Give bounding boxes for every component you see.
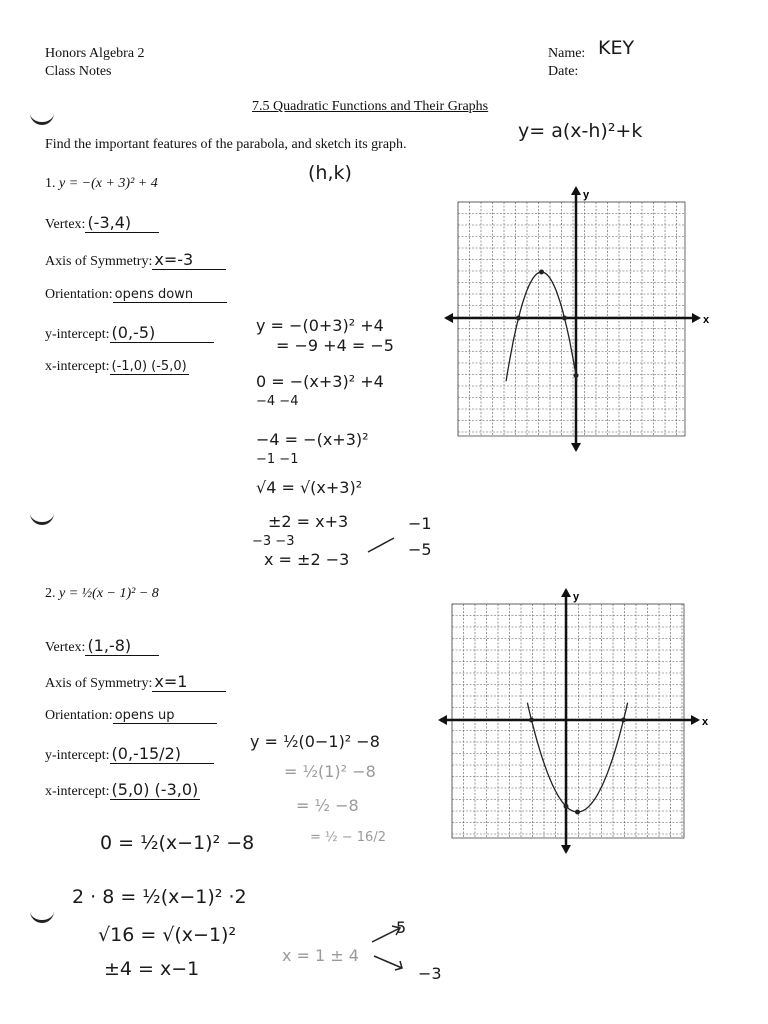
- x-axis-arrow: [692, 313, 701, 323]
- y-intercept-label: y-intercept:: [45, 327, 110, 342]
- work-line: x = 1 ± 4: [282, 946, 359, 965]
- plotted-point: [562, 316, 567, 321]
- x-axis-label: x: [703, 314, 710, 326]
- work-arrows: [368, 922, 408, 974]
- work-line: −1 −1: [256, 452, 299, 467]
- orientation-label: Orientation:: [45, 287, 113, 302]
- vertex-label: Vertex:: [45, 217, 86, 232]
- plotted-point: [564, 804, 569, 809]
- orientation-label: Orientation:: [45, 708, 113, 723]
- y-axis-label: y: [583, 189, 590, 201]
- work-line: 0 = −(x+3)² +4: [256, 372, 384, 391]
- plotted-point: [574, 373, 579, 378]
- page-title: 7.5 Quadratic Functions and Their Graphs: [252, 99, 489, 114]
- name-value: KEY: [598, 37, 635, 59]
- axis-label: Axis of Symmetry:: [45, 254, 153, 269]
- work-line: 0 = ½(x−1)² −8: [100, 832, 255, 854]
- plotted-point: [529, 718, 534, 723]
- equation: y = −(x + 3)² + 4: [59, 176, 158, 191]
- y-axis-arrow: [571, 186, 581, 195]
- vertex-row: [45, 213, 159, 233]
- vertex-answer: (1,-8): [85, 636, 159, 656]
- equation: y = ½(x − 1)² − 8: [59, 586, 159, 601]
- work-slash: [366, 536, 396, 554]
- orientation-answer: opens down: [113, 287, 227, 303]
- y-axis-arrow: [561, 588, 571, 597]
- work-line: = ½ − 16/2: [310, 830, 386, 845]
- hk-note: (h,k): [308, 162, 352, 184]
- problem-1-equation: [45, 176, 158, 192]
- punch-hole-mark: [30, 910, 54, 923]
- plotted-point: [575, 810, 580, 815]
- orientation-row: [45, 287, 227, 303]
- work-line: −5: [408, 540, 432, 559]
- work-line: √4 = √(x+3)²: [256, 478, 363, 497]
- plotted-point: [621, 718, 626, 723]
- work-line: 2 · 8 = ½(x−1)² ·2: [72, 886, 247, 908]
- x-intercept-row: [45, 359, 189, 375]
- vertex-label: Vertex:: [45, 640, 86, 655]
- y-intercept-answer: (0,-5): [110, 323, 214, 343]
- orientation-answer: opens up: [113, 708, 217, 724]
- work-line: = ½(1)² −8: [284, 762, 376, 781]
- vertex-row: [45, 636, 159, 656]
- work-line: −3 −3: [252, 534, 295, 549]
- y-intercept-label: y-intercept:: [45, 748, 110, 763]
- y-axis-arrow: [561, 845, 571, 854]
- work-line: x = ±2 −3: [264, 550, 350, 569]
- work-line: −3: [418, 964, 442, 983]
- y-intercept-answer: (0,-15/2): [110, 744, 214, 764]
- instructions: Find the important features of the parabola, and sketch its graph.: [45, 137, 407, 152]
- orientation-row: [45, 708, 217, 724]
- punch-hole-mark: [30, 512, 54, 525]
- parabola-curve: [506, 272, 577, 381]
- y-axis-label: y: [573, 591, 580, 603]
- work-line: = ½ −8: [296, 796, 359, 815]
- work-line: −4 −4: [256, 394, 299, 409]
- problem-2-equation: [45, 586, 159, 602]
- coordinate-graph-1: [440, 180, 710, 465]
- problem-number: 2.: [45, 586, 56, 601]
- x-intercept-row: [45, 780, 200, 800]
- x-intercept-label: x-intercept:: [45, 359, 110, 374]
- y-intercept-row: [45, 744, 214, 764]
- work-line: y = −(0+3)² +4: [256, 316, 384, 335]
- axis-label: Axis of Symmetry:: [45, 676, 153, 691]
- vertex-form-note: y= a(x-h)²+k: [518, 120, 643, 142]
- work-line: ±2 = x+3: [268, 512, 349, 531]
- course-name: Honors Algebra 2: [45, 46, 145, 61]
- axis-row: [45, 250, 226, 270]
- plotted-point: [516, 316, 521, 321]
- work-line: √16 = √(x−1)²: [98, 924, 237, 946]
- x-axis-arrow: [444, 313, 453, 323]
- doc-type: Class Notes: [45, 64, 112, 79]
- axis-answer: x=1: [152, 672, 226, 692]
- y-axis-arrow: [571, 443, 581, 452]
- x-axis-label: x: [702, 716, 709, 728]
- work-line: −4 = −(x+3)²: [256, 430, 369, 449]
- x-intercept-label: x-intercept:: [45, 784, 110, 799]
- x-axis-arrow: [438, 715, 447, 725]
- vertex-answer: (-3,4): [85, 213, 159, 233]
- work-line: y = ½(0−1)² −8: [250, 732, 380, 751]
- coordinate-graph-2: [432, 580, 709, 865]
- axis-answer: x=-3: [152, 250, 226, 270]
- y-intercept-row: [45, 323, 214, 343]
- work-line: 5: [396, 918, 407, 937]
- problem-number: 1.: [45, 176, 56, 191]
- x-intercept-answer: (5,0) (-3,0): [111, 780, 199, 799]
- date-label: Date:: [548, 64, 579, 79]
- work-line: = −9 +4 = −5: [276, 336, 394, 355]
- name-label: Name:: [548, 46, 586, 61]
- x-axis-arrow: [691, 715, 700, 725]
- punch-hole-mark: [30, 112, 54, 125]
- axis-row: [45, 672, 226, 692]
- x-intercept-answer: (-1,0) (-5,0): [111, 359, 187, 374]
- work-line: ±4 = x−1: [104, 958, 200, 980]
- plotted-point: [539, 270, 544, 275]
- work-line: −1: [408, 514, 432, 533]
